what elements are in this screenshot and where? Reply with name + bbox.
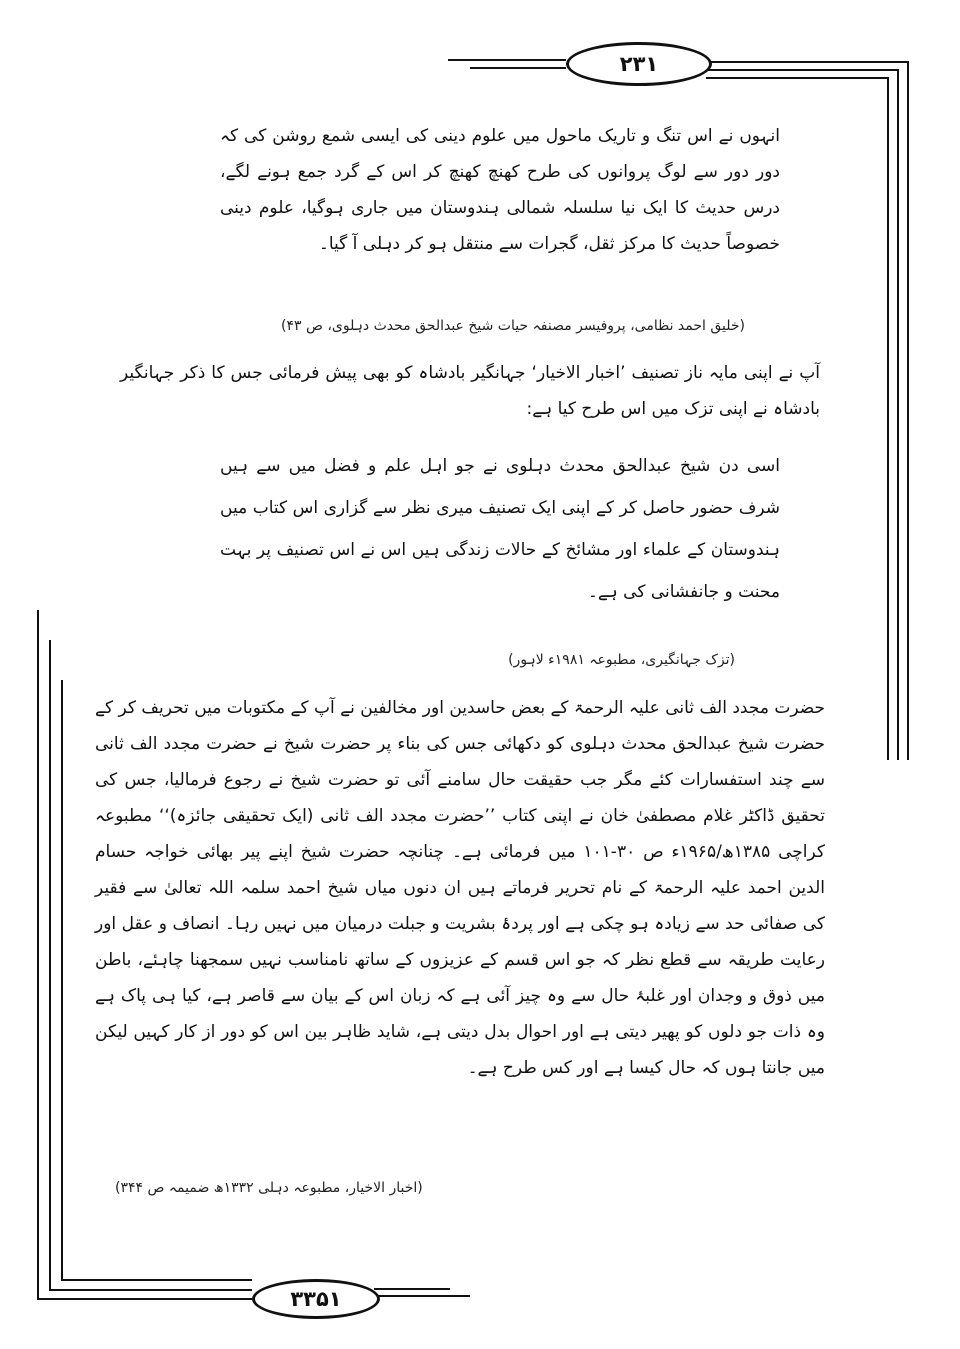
- page-number-bottom: ۳۳۵۱: [252, 1279, 380, 1319]
- paragraph-mujaddid: [95, 690, 825, 1086]
- citation-akhbar: (اخبار الاخیار، مطبوعہ دہلی ۱۳۳۲ھ ضمیمہ ص ۳۴۴): [115, 1180, 423, 1196]
- quote-text: انہوں نے اس تنگ و تاریک ماحول میں علوم دینی کی ایسی شمع روشن کی کہ دور دور سے لوگ پروانوں کی طرح کھنچ کھنچ کر اس کے گرد جمع ہونے لگے، درس حدیث کا ایک نیا سلسلہ شمالی ہندوستان میں جاری ہوگیا، علوم دینی خصوصاً حدیث کا مرکز ثقل، گجرات سے منتقل ہو کر دہلی آ گیا۔: [220, 126, 780, 254]
- quote-tuzk: [220, 445, 780, 613]
- quote-text: اسی دن شیخ عبدالحق محدث دہلوی نے جو اہل علم و فضل میں سے ہیں شرف حضور حاصل کر کے اپنی ایک تصنیف میری نظر سے گزاری اس کتاب میں ہندوستان کے علماء اور مشائخ کے حالات زندگی ہیں اس نے اس تصنیف پر بہت محنت و جانفشانی کی ہے۔: [220, 456, 780, 602]
- paragraph-akhbar-intro: [120, 355, 820, 427]
- page-number-top: ۲۳۱: [566, 42, 712, 86]
- paragraph-text: آپ نے اپنی مایہ ناز تصنیف ’اخبار الاخیار‘ جہانگیر بادشاہ کو بھی پیش فرمائی جس کا ذکر جہانگیر بادشاہ نے اپنی تزک میں اس طرح کیا ہے:: [120, 363, 820, 419]
- quote-nizami: [220, 118, 780, 262]
- paragraph-text: حضرت مجدد الف ثانی علیہ الرحمۃ کے بعض حاسدین اور مخالفین نے آپ کے مکتوبات میں تحریف کر کے حضرت شیخ عبدالحق محدث دہلوی کو دکھائی جس کی بناء پر حضرت شیخ نے حضرت مجدد الف ثانی سے چند استفسارات کئے مگر جب حقیقت حال سامنے آئی تو حضرت شیخ نے رجوع فرمالیا، جس کی تحقیق ڈاکٹر غلام مصطفیٰ خان نے اپنی کتاب ’’حضرت مجدد الف ثانی (ایک تحقیقی جائزہ)‘‘ مطبوعہ کراچی ۱۳۸۵ھ/۱۹۶۵ء ص ۳۰-۱۰۱ میں فرمائی ہے۔ چنانچہ حضرت شیخ اپنے پیر بھائی خواجہ حسام الدین احمد علیہ الرحمۃ کے نام تحریر فرماتے ہیں ان دنوں میاں شیخ احمد سلمہ اللہ تعالیٰ سے فقیر کی صفائی حد سے زیادہ ہو چکی ہے اور پردۂ بشریت و جبلت درمیان میں نہیں رہا۔ انصاف و عقل اور رعایت طریقہ سے قطع نظر کہ جو اس قسم کے عزیزوں کے ساتھ نامناسب نہیں سمجھنا چاہئے، باطن میں ذوق و وجدان اور غلبۂ حال سے وہ چیز آئی ہے کہ زبان اس کے بیان سے قاصر ہے، کیا ہی پاک ہے وہ ذات جو دلوں کو پھیر دیتی ہے اور احوال بدل دیتی ہے، شاید ظاہر بین اس کو دور از کار کہیں لیکن میں جانتا ہوں کہ حال کیسا ہے اور کس طرح ہے۔: [95, 698, 825, 1078]
- citation-tuzk: (تزک جہانگیری، مطبوعہ ۱۹۸۱ء لاہور): [508, 652, 735, 668]
- citation-nizami: (خلیق احمد نظامی، پروفیسر مصنفہ حیات شیخ عبدالحق محدث دہلوی، ص ۴۳): [281, 318, 745, 334]
